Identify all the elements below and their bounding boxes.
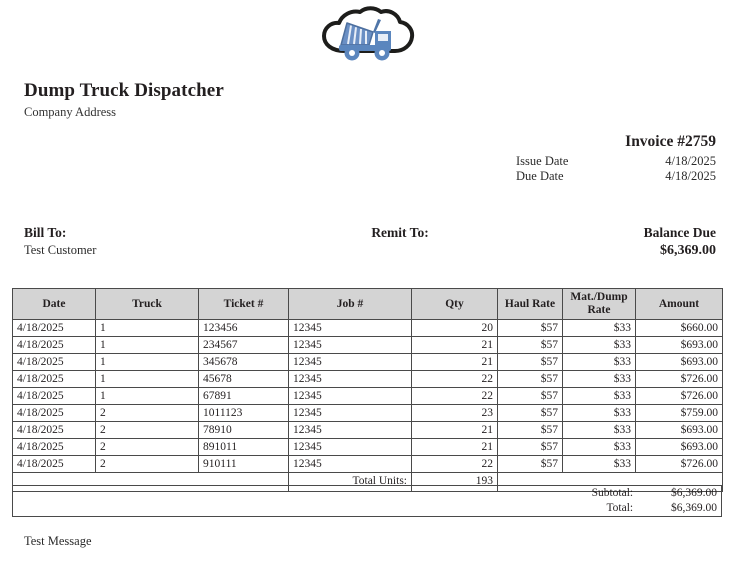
cell-amount: $693.00 bbox=[636, 354, 723, 371]
cell-job: 12345 bbox=[289, 320, 412, 337]
total-row bbox=[13, 501, 722, 517]
cell-ticket: 123456 bbox=[199, 320, 289, 337]
table-row bbox=[13, 388, 723, 405]
cell-qty: 22 bbox=[412, 456, 498, 473]
cell-qty: 21 bbox=[412, 439, 498, 456]
cell-truck: 2 bbox=[96, 405, 199, 422]
cell-haul-rate: $57 bbox=[498, 456, 563, 473]
subtotal-label: Subtotal: bbox=[591, 487, 634, 499]
cell-mat-rate: $33 bbox=[563, 388, 636, 405]
cell-date: 4/18/2025 bbox=[13, 337, 96, 354]
table-row bbox=[13, 405, 723, 422]
table-row bbox=[13, 320, 723, 337]
cell-job: 12345 bbox=[289, 405, 412, 422]
cell-qty: 22 bbox=[412, 371, 498, 388]
cell-haul-rate: $57 bbox=[498, 337, 563, 354]
company-block bbox=[24, 80, 444, 120]
remit-to-label: Remit To: bbox=[371, 225, 429, 240]
cell-truck: 2 bbox=[96, 422, 199, 439]
cell-haul-rate: $57 bbox=[498, 422, 563, 439]
cell-date: 4/18/2025 bbox=[13, 388, 96, 405]
summary-table bbox=[12, 485, 722, 517]
column-header-date: Date bbox=[13, 289, 96, 320]
footer-message: Test Message bbox=[24, 534, 92, 548]
cell-amount: $726.00 bbox=[636, 456, 723, 473]
column-header-haul-rate: Haul Rate bbox=[498, 289, 563, 320]
cell-mat-rate: $33 bbox=[563, 439, 636, 456]
cell-truck: 1 bbox=[96, 388, 199, 405]
balance-due-block bbox=[456, 224, 716, 260]
cell-mat-rate: $33 bbox=[563, 320, 636, 337]
cell-amount: $726.00 bbox=[636, 388, 723, 405]
table-row bbox=[13, 422, 723, 439]
cell-job: 12345 bbox=[289, 422, 412, 439]
total-value: $6,369.00 bbox=[671, 502, 717, 514]
cell-job: 12345 bbox=[289, 337, 412, 354]
cell-truck: 1 bbox=[96, 371, 199, 388]
cell-qty: 23 bbox=[412, 405, 498, 422]
cell-mat-rate: $33 bbox=[563, 337, 636, 354]
total-units-value: 193 bbox=[412, 473, 498, 492]
cell-mat-rate: $33 bbox=[563, 354, 636, 371]
cell-qty: 22 bbox=[412, 388, 498, 405]
cell-job: 12345 bbox=[289, 371, 412, 388]
invoice-meta bbox=[386, 132, 716, 184]
cell-haul-rate: $57 bbox=[498, 320, 563, 337]
due-date-row bbox=[386, 169, 716, 184]
cell-mat-rate: $33 bbox=[563, 422, 636, 439]
issue-date-value: 4/18/2025 bbox=[665, 154, 716, 168]
cell-truck: 2 bbox=[96, 439, 199, 456]
total-label: Total: bbox=[606, 502, 634, 514]
cell-mat-rate: $33 bbox=[563, 456, 636, 473]
cell-truck: 1 bbox=[96, 337, 199, 354]
cell-truck: 2 bbox=[96, 456, 199, 473]
cell-mat-rate: $33 bbox=[563, 371, 636, 388]
cell-haul-rate: $57 bbox=[498, 439, 563, 456]
issue-date-label: Issue Date bbox=[516, 154, 569, 168]
cell-qty: 20 bbox=[412, 320, 498, 337]
total-units-label: Total Units: bbox=[289, 473, 412, 492]
cell-date: 4/18/2025 bbox=[13, 371, 96, 388]
column-header-qty: Qty bbox=[412, 289, 498, 320]
cell-amount: $660.00 bbox=[636, 320, 723, 337]
cell-haul-rate: $57 bbox=[498, 405, 563, 422]
company-name: Dump Truck Dispatcher bbox=[24, 80, 224, 101]
table-header-row bbox=[13, 289, 723, 320]
cell-haul-rate: $57 bbox=[498, 354, 563, 371]
cell-qty: 21 bbox=[412, 422, 498, 439]
cell-amount: $693.00 bbox=[636, 439, 723, 456]
cell-ticket: 345678 bbox=[199, 354, 289, 371]
bill-to-value: Test Customer bbox=[24, 243, 97, 257]
company-address: Company Address bbox=[24, 105, 117, 119]
invoice-number: Invoice #2759 bbox=[625, 133, 716, 150]
cell-date: 4/18/2025 bbox=[13, 354, 96, 371]
cell-date: 4/18/2025 bbox=[13, 405, 96, 422]
table-row bbox=[13, 456, 723, 473]
cell-job: 12345 bbox=[289, 439, 412, 456]
issue-date-row bbox=[386, 154, 716, 169]
table-row bbox=[13, 371, 723, 388]
cell-job: 12345 bbox=[289, 388, 412, 405]
company-logo bbox=[307, 2, 427, 72]
bill-to-block bbox=[24, 224, 284, 258]
cell-date: 4/18/2025 bbox=[13, 439, 96, 456]
cell-ticket: 910111 bbox=[199, 456, 289, 473]
column-header-job: Job # bbox=[289, 289, 412, 320]
table-body bbox=[13, 320, 723, 473]
table-row bbox=[13, 354, 723, 371]
cell-ticket: 234567 bbox=[199, 337, 289, 354]
logo-area bbox=[0, 0, 734, 74]
balance-due-value: $6,369.00 bbox=[660, 243, 716, 258]
bill-to-label: Bill To: bbox=[24, 225, 67, 240]
cell-ticket: 67891 bbox=[199, 388, 289, 405]
cell-amount: $726.00 bbox=[636, 371, 723, 388]
cell-haul-rate: $57 bbox=[498, 371, 563, 388]
balance-due-label: Balance Due bbox=[643, 225, 716, 240]
table-row bbox=[13, 439, 723, 456]
cell-amount: $759.00 bbox=[636, 405, 723, 422]
cell-job: 12345 bbox=[289, 354, 412, 371]
total-spacer bbox=[13, 501, 551, 517]
cell-date: 4/18/2025 bbox=[13, 456, 96, 473]
cell-job: 12345 bbox=[289, 456, 412, 473]
column-header-truck: Truck bbox=[96, 289, 199, 320]
column-header-ticket: Ticket # bbox=[199, 289, 289, 320]
cell-mat-rate: $33 bbox=[563, 405, 636, 422]
column-header-amount: Amount bbox=[636, 289, 723, 320]
cell-ticket: 1011123 bbox=[199, 405, 289, 422]
cell-qty: 21 bbox=[412, 337, 498, 354]
due-date-value: 4/18/2025 bbox=[665, 169, 716, 183]
cell-truck: 1 bbox=[96, 354, 199, 371]
subtotal-value: $6,369.00 bbox=[671, 487, 717, 499]
cell-ticket: 45678 bbox=[199, 371, 289, 388]
cell-ticket: 78910 bbox=[199, 422, 289, 439]
table-header bbox=[13, 289, 723, 320]
cell-amount: $693.00 bbox=[636, 337, 723, 354]
cell-truck: 1 bbox=[96, 320, 199, 337]
cell-qty: 21 bbox=[412, 354, 498, 371]
line-items-table bbox=[12, 288, 723, 492]
cell-date: 4/18/2025 bbox=[13, 320, 96, 337]
due-date-label: Due Date bbox=[516, 169, 564, 183]
column-header-mat-rate: Mat./Dump Rate bbox=[563, 289, 636, 320]
subtotal-row bbox=[13, 486, 722, 502]
table-row bbox=[13, 337, 723, 354]
subtotal-spacer bbox=[13, 486, 551, 502]
cell-haul-rate: $57 bbox=[498, 388, 563, 405]
parties-section bbox=[0, 224, 734, 270]
cell-ticket: 891011 bbox=[199, 439, 289, 456]
cell-amount: $693.00 bbox=[636, 422, 723, 439]
cell-date: 4/18/2025 bbox=[13, 422, 96, 439]
dump-truck-cloud-icon bbox=[311, 5, 423, 69]
